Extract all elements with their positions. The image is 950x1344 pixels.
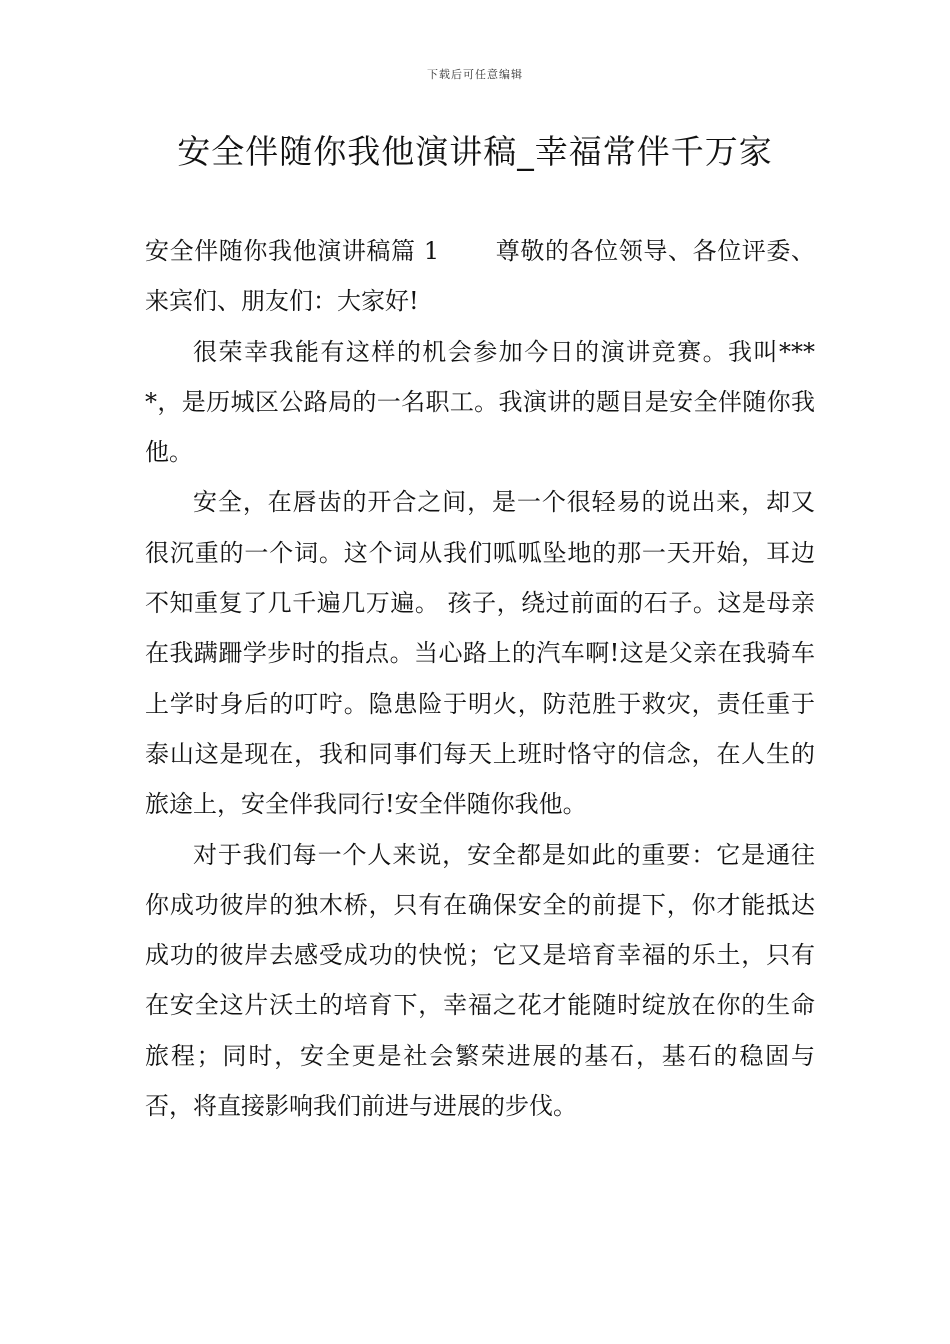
body-paragraph: 安全，在唇齿的开合之间，是一个很轻易的说出来，却又很沉重的一个词。这个词从我们呱呱坠地的那一天开始，耳边不知重复了几千遍几万遍。 孩子，绕过前面的石子。这是母亲在我蹒跚学步时的指点。当心路上的汽车啊!这是父亲在我骑车上学时身后的叮咛。隐患险于明火，防范胜于救灾，责任重于泰山这是现在，我和同事们每天上班时恪守的信念，在人生的旅途上，安全伴我同行!安全伴随你我他。 (145, 488, 815, 819)
greeting-text: 尊敬的各位领导、各位评委、来宾们、朋友们：大家好! (145, 237, 816, 316)
intro-paragraph (145, 226, 815, 327)
body-paragraph: 对于我们每一个人来说，安全都是如此的重要：它是通往你成功彼岸的独木桥，只有在确保安全的前提下，你才能抵达成功的彼岸去感受成功的快悦；它又是培育幸福的乐土，只有在安全这片沃土的培育下，幸福之花才能随时绽放在你的生命旅程；同时，安全更是社会繁荣进展的基石，基石的稳固与否，将直接影响我们前进与进展的步伐。 (145, 840, 815, 1121)
section-label: 安全伴随你我他演讲稿篇 1 (145, 237, 440, 265)
body-paragraph: 很荣幸我能有这样的机会参加今日的演讲竞赛。我叫****，是历城区公路局的一名职工。我演讲的题目是安全伴随你我他。 (145, 337, 815, 467)
document-body (145, 226, 815, 1131)
document-title: 安全伴随你我他演讲稿_幸福常伴千万家 (177, 132, 773, 171)
page-header-note: 下载后可任意编辑 (427, 68, 523, 81)
